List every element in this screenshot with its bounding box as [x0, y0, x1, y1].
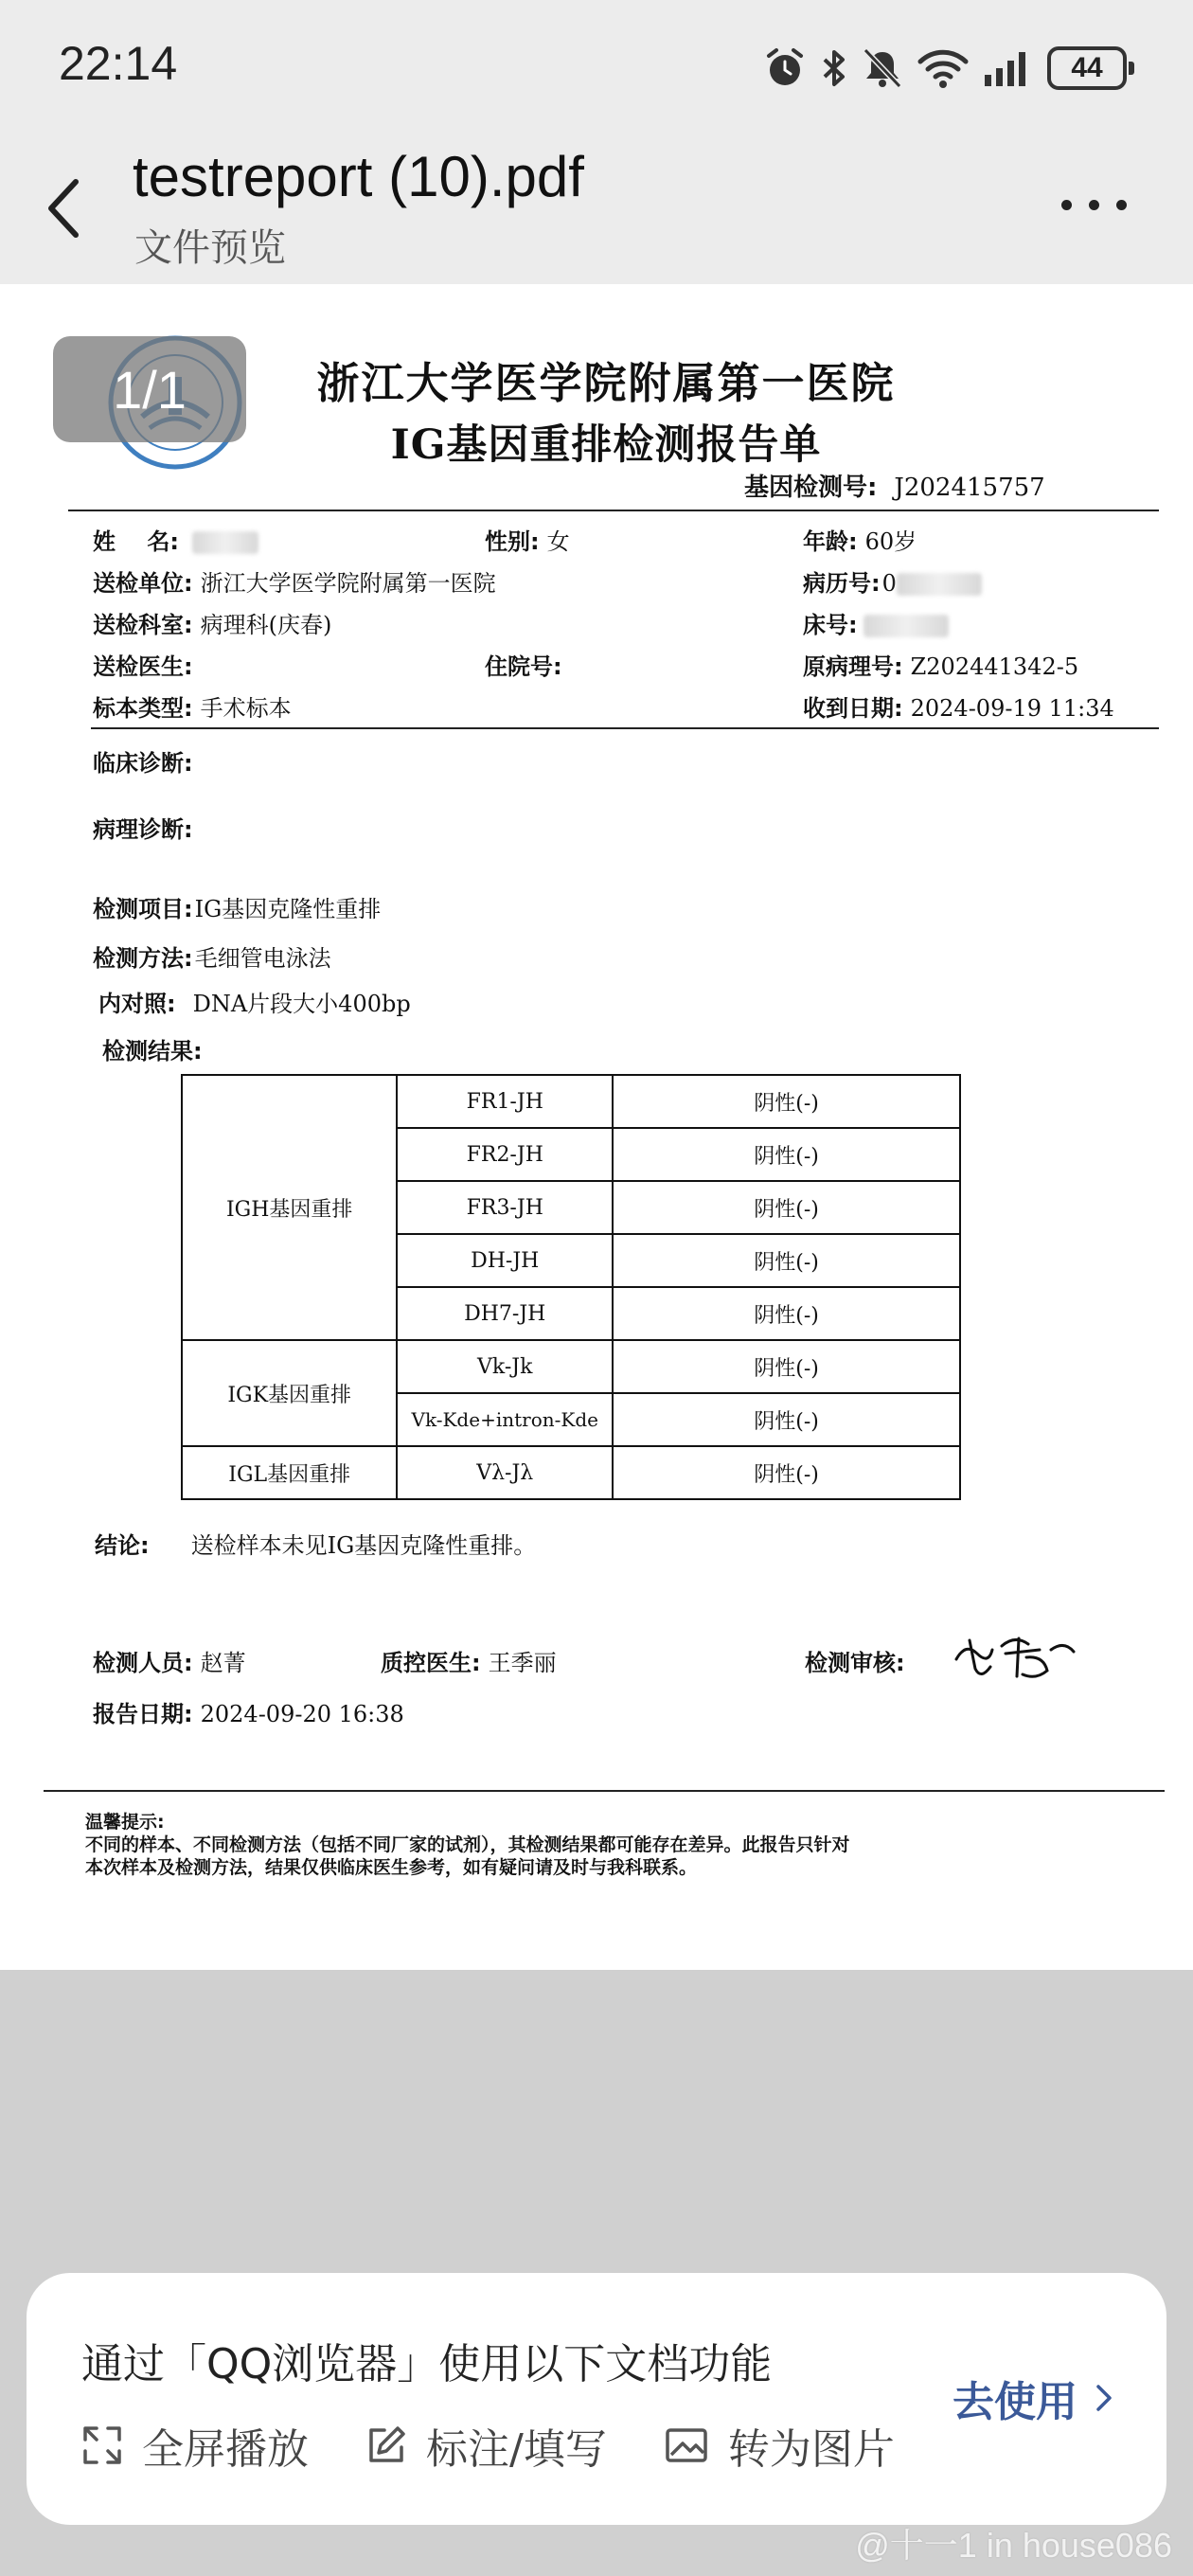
- conclusion-label: 结论:: [95, 1532, 150, 1559]
- watermark: @十一1 in house086: [855, 2526, 1172, 2565]
- record-label: 病历号:: [803, 570, 881, 597]
- clinical-dx-label: 临床诊断:: [93, 750, 193, 777]
- notice-line: 本次样本及检测方法，结果仅供临床医生参考，如有疑问请及时与我科联系。: [85, 1857, 698, 1878]
- results-field: [102, 1032, 203, 1065]
- use-now-button[interactable]: [953, 2368, 1113, 2428]
- status-bar: [0, 0, 1193, 133]
- result-cell: 阴性(-): [613, 1181, 960, 1234]
- record-field: [803, 564, 982, 598]
- path-dx-field: [93, 811, 193, 844]
- result-cell: 阴性(-): [613, 1075, 960, 1128]
- table-row: [182, 1340, 960, 1393]
- gender-field: [485, 523, 570, 556]
- result-cell: 阴性(-): [613, 1340, 960, 1393]
- region-cell: FR3-JH: [397, 1181, 613, 1234]
- chevron-left-icon: [38, 170, 95, 246]
- fullscreen-feature[interactable]: [81, 2415, 309, 2476]
- to-image-feature[interactable]: [664, 2415, 895, 2476]
- gene-test-number: [744, 468, 1045, 503]
- dept-field: [93, 606, 331, 639]
- doctor-field: [93, 648, 193, 681]
- wifi-icon: [917, 46, 970, 90]
- report-date-label: 报告日期:: [93, 1701, 193, 1727]
- document-title: testreport (10).pdf: [133, 145, 584, 208]
- age-label: 年龄:: [803, 528, 858, 555]
- specimen-value: 手术标本: [200, 695, 292, 722]
- more-options-button[interactable]: [1051, 186, 1136, 224]
- unit-field: [93, 564, 496, 598]
- gene-test-number-label: 基因检测号:: [744, 474, 878, 502]
- mute-icon: [862, 46, 903, 90]
- footer-rule: [44, 1790, 1165, 1792]
- results-label: 检测结果:: [102, 1038, 203, 1064]
- title-bar: [0, 133, 1193, 284]
- conclusion-value: 送检样本未见IG基因克隆性重排。: [190, 1532, 537, 1559]
- patient-name-label: 姓 名:: [93, 528, 180, 555]
- specimen-field: [93, 689, 292, 723]
- inpatient-field: [485, 648, 562, 681]
- region-cell: Vk-Kde+intron-Kde: [397, 1393, 613, 1446]
- region-cell: DH7-JH: [397, 1287, 613, 1340]
- table-row: [182, 1446, 960, 1499]
- tester-label: 检测人员:: [93, 1650, 193, 1676]
- result-cell: 阴性(-): [613, 1446, 960, 1499]
- unit-value: 浙江大学医学院附属第一医院: [200, 570, 496, 597]
- dept-value: 病理科(庆春): [200, 612, 332, 638]
- received-label: 收到日期:: [803, 695, 903, 722]
- dept-label: 送检科室:: [93, 612, 193, 638]
- more-dot-icon: [1116, 200, 1127, 210]
- test-method-field: [93, 939, 331, 973]
- report-date-field: [93, 1695, 404, 1728]
- orig-path-field: [803, 648, 1078, 681]
- received-value: 2024-09-19 11:34: [910, 695, 1114, 722]
- test-method-value: 毛细管电泳法: [194, 945, 331, 972]
- control-label: 内对照:: [98, 991, 176, 1017]
- qc-label: 质控医生:: [381, 1650, 481, 1676]
- test-item-label: 检测项目:: [93, 896, 193, 922]
- gender-label: 性别:: [485, 528, 540, 555]
- age-field: [803, 523, 917, 556]
- status-time: 22:14: [59, 37, 178, 90]
- bluetooth-icon: [820, 46, 848, 90]
- test-item-field: [93, 890, 381, 923]
- inpatient-label: 住院号:: [485, 653, 562, 680]
- record-value: 0: [881, 570, 897, 597]
- result-cell: 阴性(-): [613, 1128, 960, 1181]
- group-cell: IGH基因重排: [182, 1075, 397, 1340]
- gender-value: 女: [546, 528, 570, 555]
- test-method-label: 检测方法:: [93, 945, 193, 972]
- more-dot-icon: [1061, 200, 1072, 210]
- region-cell: Vk-Jk: [397, 1340, 613, 1393]
- reviewer-label: 检测审核:: [805, 1650, 905, 1676]
- group-cell: IGL基因重排: [182, 1446, 397, 1499]
- alarm-icon: [763, 46, 807, 90]
- orig-path-value: Z202441342-5: [910, 653, 1079, 680]
- result-cell: 阴性(-): [613, 1234, 960, 1287]
- clinical-dx-field: [93, 744, 193, 778]
- notice-line: 不同的样本、不同检测方法（包括不同厂家的试剂），其检测结果都可能存在差异。此报告只针对: [85, 1834, 850, 1855]
- path-dx-label: 病理诊断:: [93, 816, 193, 843]
- region-cell: Vλ-Jλ: [397, 1446, 613, 1499]
- redacted-record: [897, 573, 982, 596]
- region-cell: FR2-JH: [397, 1128, 613, 1181]
- chevron-right-icon: [1095, 2381, 1113, 2415]
- annotate-label: 标注/填写: [426, 2425, 607, 2474]
- results-table: [181, 1074, 961, 1500]
- redacted-bed: [864, 615, 949, 637]
- qc-value: 王季丽: [488, 1650, 557, 1676]
- orig-path-label: 原病理号:: [803, 653, 903, 680]
- tester-value: 赵菁: [200, 1650, 246, 1676]
- reviewer-field: [805, 1644, 905, 1677]
- signal-icon: [983, 46, 1034, 90]
- gene-test-number-value: J202415757: [894, 474, 1045, 502]
- fields-rule: [91, 727, 1159, 729]
- group-cell: IGK基因重排: [182, 1340, 397, 1446]
- redacted-name: [192, 531, 258, 554]
- hospital-name: 浙江大学医学院附属第一医院: [316, 358, 896, 408]
- use-now-label: 去使用: [953, 2378, 1077, 2426]
- battery-icon: 44: [1047, 46, 1127, 90]
- received-field: [803, 689, 1114, 723]
- table-row: [182, 1075, 960, 1128]
- fullscreen-label: 全屏播放: [142, 2425, 309, 2474]
- unit-label: 送检单位:: [93, 570, 193, 597]
- promo-text: 通过「QQ浏览器」使用以下文档功能: [81, 2340, 773, 2388]
- notice: [85, 1811, 850, 1879]
- bed-field: [803, 606, 949, 639]
- control-field: [98, 985, 411, 1018]
- patient-name-field: [93, 523, 258, 556]
- tester-field: [93, 1644, 246, 1677]
- promo-card: [27, 2273, 1166, 2525]
- doctor-label: 送检医生:: [93, 653, 193, 680]
- report-date-value: 2024-09-20 16:38: [200, 1701, 404, 1727]
- region-cell: DH-JH: [397, 1234, 613, 1287]
- document-subtitle: 文件预览: [134, 226, 286, 270]
- region-cell: FR1-JH: [397, 1075, 613, 1128]
- age-value: 60岁: [864, 528, 917, 555]
- status-icons: [763, 42, 1127, 95]
- bed-label: 床号:: [803, 612, 858, 638]
- more-dot-icon: [1089, 200, 1099, 210]
- to-image-label: 转为图片: [727, 2425, 895, 2474]
- image-icon: [664, 2424, 709, 2466]
- qc-field: [381, 1644, 557, 1677]
- fullscreen-icon: [81, 2424, 123, 2466]
- test-item-value: IG基因克隆性重排: [194, 896, 382, 922]
- notice-title: 温馨提示:: [85, 1812, 165, 1833]
- report-title: IG基因重排检测报告单: [390, 421, 822, 469]
- edit-icon: [365, 2424, 407, 2466]
- specimen-label: 标本类型:: [93, 695, 193, 722]
- result-cell: 阴性(-): [613, 1287, 960, 1340]
- reviewer-signature: [949, 1621, 1081, 1688]
- result-cell: 阴性(-): [613, 1393, 960, 1446]
- conclusion-field: [95, 1527, 536, 1560]
- page-indicator: 1/1: [53, 336, 246, 442]
- annotate-feature[interactable]: [365, 2415, 607, 2476]
- promo-features: [81, 2415, 895, 2476]
- back-button[interactable]: [38, 170, 95, 246]
- header-rule: [68, 510, 1159, 511]
- control-value: DNA片段大小400bp: [192, 991, 411, 1017]
